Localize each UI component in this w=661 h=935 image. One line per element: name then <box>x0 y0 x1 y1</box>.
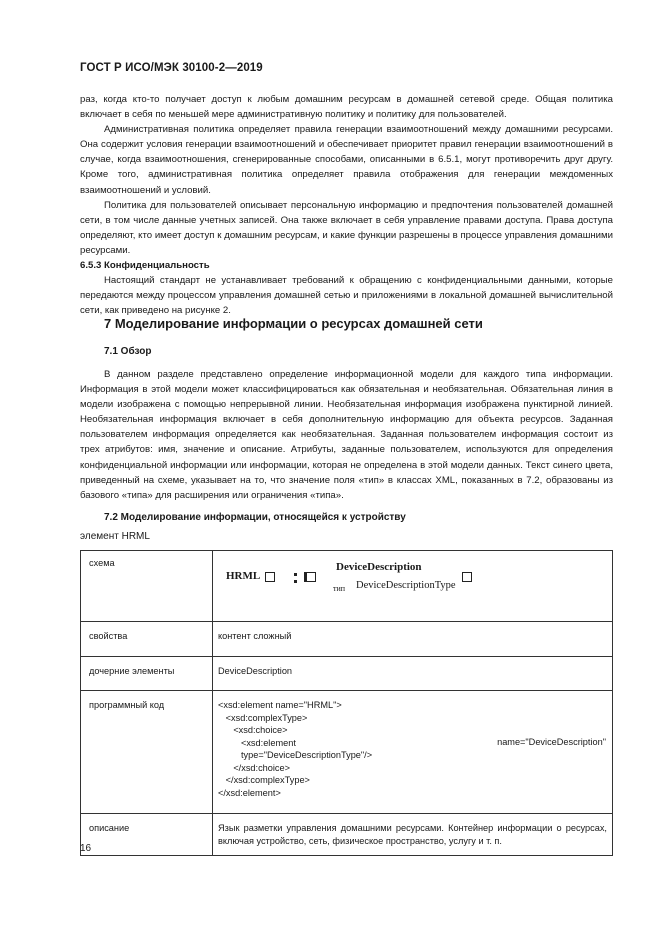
row-label: программный код <box>81 691 213 814</box>
connector-icon <box>304 572 316 582</box>
page-number: 16 <box>80 843 92 854</box>
paragraph: В данном разделе представлено определение информационной модели для каждого типа информации. Информация в этой модели может классифицироваться как обязательная и необязательная. Обязательная линия в модели изображена с помощью непрерывной линии. Необязательная информация изображена пунктирной линией. Необязательная информация включает в себя дополнительную информацию для объекта ресурсов. Заданная пользователем информация определяется как необязательная. Заданная пользователем информация состоит из трех атрибутов: имя, значение и описание. Атрибуты, заданные пользователем, используются для определения конфиденциальной информации или информации, которая не определена в этой модели данных. Текст синего цвета, приведенный на схеме, указывает на то, что значение поля «тип» в классах XML, показанных в 7.2, образованы из базового «типа» для расширения или ограничения «типа». <box>80 369 613 501</box>
root-node: HRML <box>226 570 261 582</box>
table-row <box>81 622 613 657</box>
paragraph: Настоящий стандарт не устанавливает требований к обращению с конфиденциальными данными, которые передаются между процессом управления домашней сетью и приложениями в локальной домашней вычислительной сети, как приведено на рисунке 2. <box>80 275 613 317</box>
element-table <box>80 550 613 856</box>
row-label: схема <box>81 551 213 622</box>
row-label: описание <box>81 814 213 856</box>
code-line: <xsd:choice> <box>218 725 288 735</box>
row-label: дочерние элементы <box>81 656 213 691</box>
subsection-title: 7.2 Моделирование информации, относящейся к устройству <box>104 512 406 523</box>
subsection-title: 7.1 Обзор <box>104 346 152 357</box>
child-node: DeviceDescription <box>336 561 422 573</box>
code-line: </xsd:complexType> <box>218 775 310 785</box>
expand-icon <box>265 572 275 582</box>
code-line: type="DeviceDescriptionType"/> <box>218 750 373 760</box>
paragraph: Административная политика определяет правила генерации взаимоотношений между домашними ресурсами. Она содержит условия генерации взаимоотношений и обеспечивает приоритет правил генерации взаимоотношений в случае, когда взаимоотношения, сгенерированные способами, описанными в 6.5.1, могут противоречить друг другу. Кроме того, административная политика определяет правила отображения для генерации междоменных взаимоотношений и условий. <box>80 124 613 196</box>
policy-text <box>80 92 613 318</box>
code-line: </xsd:element> <box>218 787 281 798</box>
schema-cell <box>213 551 613 622</box>
children-value: DeviceDescription <box>213 656 613 691</box>
code-line: <xsd:element <box>218 737 296 748</box>
table-row <box>81 814 613 856</box>
properties-value: контент сложный <box>213 622 613 657</box>
subsection-title: 6.5.3 Конфиденциальность <box>80 260 210 272</box>
sequence-icon <box>294 573 300 583</box>
table-row <box>81 691 613 814</box>
schema-diagram <box>218 557 607 615</box>
expand-icon <box>462 572 472 582</box>
code-attribute: name="DeviceDescription" <box>497 737 606 747</box>
description-value: Язык разметки управления домашними ресурсами. Контейнер информации о ресурсах, включая устройство, сеть, физическое пространство, услугу и т. п. <box>213 814 613 856</box>
code-line: <xsd:complexType> <box>218 712 308 723</box>
code-line: <xsd:element name="HRML"> <box>218 700 342 710</box>
code-cell <box>213 691 613 814</box>
type-name: DeviceDescriptionType <box>356 580 456 591</box>
document-header: ГОСТ Р ИСО/МЭК 30100-2—2019 <box>80 62 263 74</box>
table-row <box>81 656 613 691</box>
paragraph: раз, когда кто-то получает доступ к любым домашним ресурсам в домашней сетевой среде. Общая политика включает в себя по меньшей мере административную политику и политику для пользователей. <box>80 94 613 121</box>
type-prefix: тип <box>333 584 346 593</box>
element-label: элемент HRML <box>80 531 150 542</box>
code-line: </xsd:choice> <box>218 762 291 773</box>
section-title: 7 Моделирование информации о ресурсах домашней сети <box>104 316 483 331</box>
row-label: свойства <box>81 622 213 657</box>
table-row <box>81 551 613 622</box>
paragraph: Политика для пользователей описывает персональную информацию и предпочтения пользователей домашней сети, в том числе данные учетных записей. Она также включает в себя управление правами доступа. Права доступа определяют, кто имеет доступ к домашним ресурсам, и какие функции разрешены в процессе управления домашними ресурсами. <box>80 199 613 256</box>
overview-text <box>80 367 613 503</box>
